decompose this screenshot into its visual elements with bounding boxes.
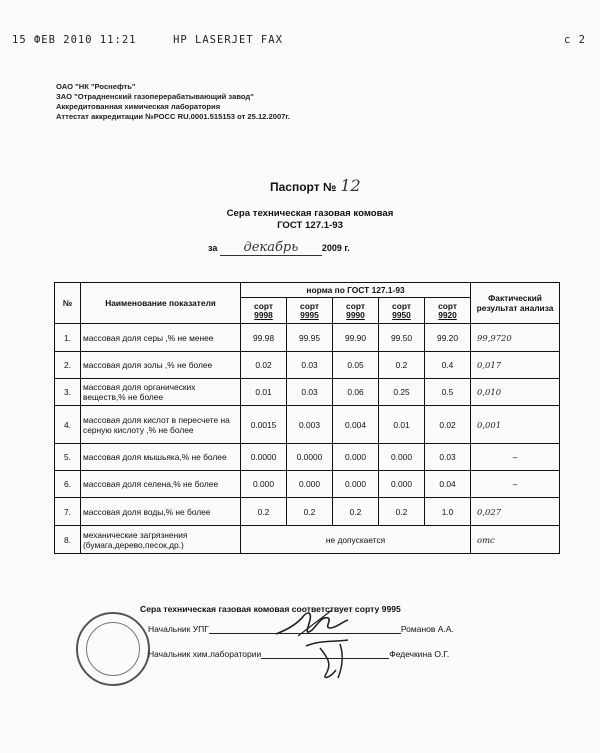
org-line: Аккредитованная химическая лаборатория xyxy=(56,102,221,111)
norm-value: 0.04 xyxy=(425,471,471,498)
norm-value: 0.0000 xyxy=(287,444,333,471)
table-row xyxy=(55,406,560,444)
actual-value: – xyxy=(471,444,560,471)
norm-value: 99.20 xyxy=(425,324,471,352)
norm-value: 0.000 xyxy=(333,444,379,471)
passport-number: 12 xyxy=(340,176,361,195)
row-number: 3. xyxy=(55,379,81,406)
norm-value: 99.98 xyxy=(241,324,287,352)
norm-value: 99.50 xyxy=(379,324,425,352)
norm-value: 0.2 xyxy=(287,498,333,526)
indicator-name: массовая доля воды,% не более xyxy=(81,498,241,526)
norm-value: 0.03 xyxy=(287,352,333,379)
norm-value: 0.0000 xyxy=(241,444,287,471)
table-row xyxy=(55,379,560,406)
norm-value: 0.02 xyxy=(425,406,471,444)
org-line: Аттестат аккредитации №РОСС RU.0001.515153 от 25.12.2007г. xyxy=(56,112,290,121)
period-prefix: за xyxy=(208,243,218,253)
indicator-name: массовая доля органических веществ,% не более xyxy=(81,379,241,406)
actual-value: 0,017 xyxy=(471,352,560,379)
period-month: декабрь xyxy=(220,240,322,256)
period-year: 2009 г. xyxy=(321,243,350,253)
grade-header: сорт 9920 xyxy=(425,298,471,324)
norm-value: 0.25 xyxy=(379,379,425,406)
product-title: Сера техническая газовая комовая xyxy=(226,208,394,219)
row-number: 5. xyxy=(55,444,81,471)
norm-value: 0.03 xyxy=(287,379,333,406)
norm-value: 99.95 xyxy=(287,324,333,352)
table-row xyxy=(55,444,560,471)
norm-value: 0.02 xyxy=(241,352,287,379)
period-line xyxy=(208,240,350,256)
grade-header: сорт 9998 xyxy=(241,298,287,324)
norm-value: 0.4 xyxy=(425,352,471,379)
signatory-title: Начальник хим.лаборатории xyxy=(148,649,262,659)
norm-value: 0.2 xyxy=(379,498,425,526)
passport-title xyxy=(270,176,361,195)
norm-value: 0.01 xyxy=(379,406,425,444)
grade-header: сорт 9995 xyxy=(287,298,333,324)
table-row xyxy=(55,498,560,526)
conclusion: Сера техническая газовая комовая соответствует сорту 9995 xyxy=(140,604,401,614)
grade-header: сорт 9950 xyxy=(379,298,425,324)
actual-value: 0,027 xyxy=(471,498,560,526)
actual-value: 99,9720 xyxy=(471,324,560,352)
indicator-name: массовая доля кислот в пересчете на серную кислоту ,% не более xyxy=(81,406,241,444)
norm-value: 0.03 xyxy=(425,444,471,471)
norm-value: 0.000 xyxy=(379,444,425,471)
norm-value: 0.2 xyxy=(241,498,287,526)
norm-value: 0.003 xyxy=(287,406,333,444)
actual-value: – xyxy=(471,471,560,498)
product-heading xyxy=(205,208,415,232)
norm-value: 0.000 xyxy=(241,471,287,498)
indicator-name: механические загрязнения (бумага,дерево,песок,др.) xyxy=(81,526,241,554)
norm-value: 0.000 xyxy=(287,471,333,498)
row-number: 1. xyxy=(55,324,81,352)
indicator-name: массовая доля серы ,% не менее xyxy=(81,324,241,352)
norm-value: 99.90 xyxy=(333,324,379,352)
round-stamp xyxy=(76,612,150,686)
org-line: ЗАО "Отрадненский газоперерабатывающий завод" xyxy=(56,92,254,101)
gost-reference: ГОСТ 127.1-93 xyxy=(277,220,343,231)
indicator-name: массовая доля мышьяка,% не более xyxy=(81,444,241,471)
norm-value: 0.004 xyxy=(333,406,379,444)
norm-value: 0.06 xyxy=(333,379,379,406)
actual-value: отс xyxy=(471,526,560,554)
table-row xyxy=(55,471,560,498)
row-number: 4. xyxy=(55,406,81,444)
actual-value: 0,001 xyxy=(471,406,560,444)
table-row xyxy=(55,352,560,379)
analysis-table xyxy=(54,282,560,554)
header-norm: норма по ГОСТ 127.1-93 xyxy=(241,283,471,298)
row-number: 7. xyxy=(55,498,81,526)
header-indicator-name: Наименование показателя xyxy=(81,283,241,324)
norm-value: 0.0015 xyxy=(241,406,287,444)
passport-label: Паспорт № xyxy=(270,180,337,194)
row-number: 2. xyxy=(55,352,81,379)
norm-value: 1.0 xyxy=(425,498,471,526)
indicator-name: массовая доля селена,% не более xyxy=(81,471,241,498)
signature-line-lab xyxy=(148,649,449,659)
norm-value: 0.2 xyxy=(333,498,379,526)
row-number: 8. xyxy=(55,526,81,554)
norm-value: 0.01 xyxy=(241,379,287,406)
signatory-name: Федечкина О.Г. xyxy=(389,649,450,659)
organization-block xyxy=(56,82,290,122)
norm-value: не допускается xyxy=(241,526,471,554)
fax-header-left: 15 ФЕВ 2010 11:21 HP LASERJET FAX xyxy=(12,34,283,46)
actual-value: 0,010 xyxy=(471,379,560,406)
signatory-name: Романов А.А. xyxy=(400,624,454,634)
norm-value: 0.000 xyxy=(379,471,425,498)
grade-header: сорт 9990 xyxy=(333,298,379,324)
table-row xyxy=(55,324,560,352)
row-number: 6. xyxy=(55,471,81,498)
fax-page-number: с 2 xyxy=(564,34,586,46)
norm-value: 0.05 xyxy=(333,352,379,379)
norm-value: 0.2 xyxy=(379,352,425,379)
table-row xyxy=(55,526,560,554)
indicator-name: массовая доля золы ,% не более xyxy=(81,352,241,379)
norm-value: 0.5 xyxy=(425,379,471,406)
org-line: ОАО "НК "Роснефть" xyxy=(56,82,136,91)
handwritten-signature xyxy=(300,634,370,682)
signatory-title: Начальник УПГ xyxy=(148,624,209,634)
norm-value: 0.000 xyxy=(333,471,379,498)
header-number: № xyxy=(55,283,81,324)
header-actual-result: Фактический результат анализа xyxy=(471,283,560,324)
